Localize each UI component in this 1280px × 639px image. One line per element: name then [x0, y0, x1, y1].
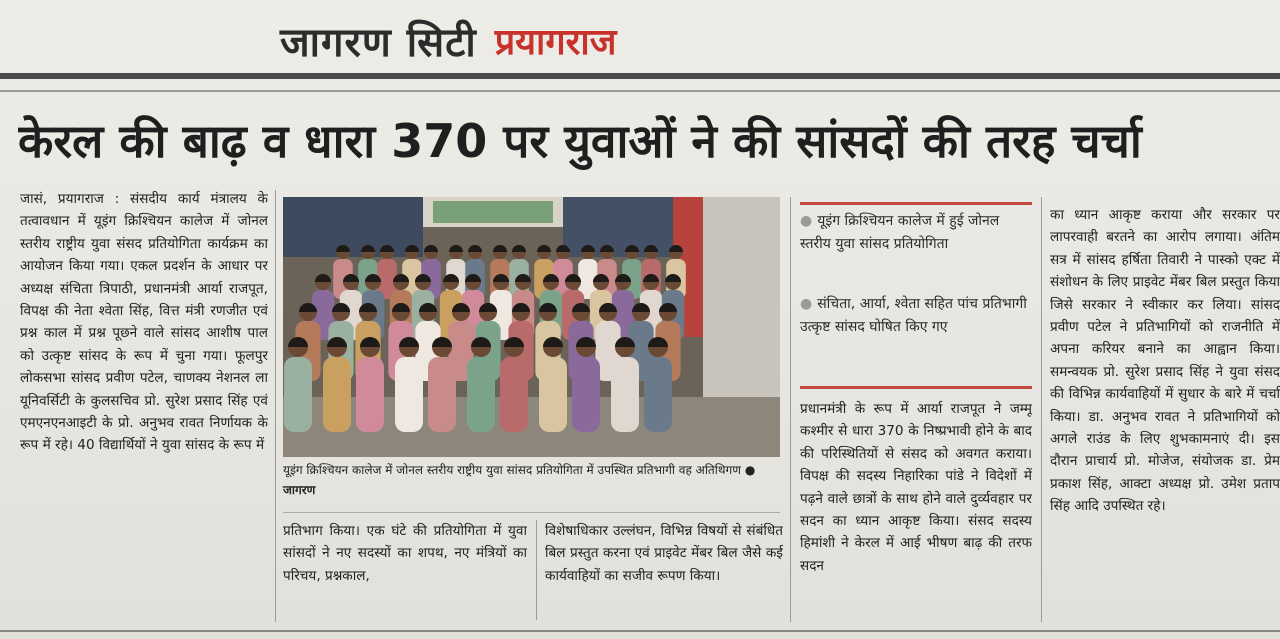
- bottom-rule: [0, 630, 1280, 632]
- column-divider: [790, 197, 791, 622]
- highlight-rule-top: [800, 202, 1032, 205]
- caption-rule: [283, 512, 780, 513]
- article-column-4: [800, 398, 1032, 622]
- masthead-rule-thin: [0, 90, 1280, 92]
- masthead-city: प्रयागराज: [494, 22, 617, 63]
- person-body: [428, 357, 456, 432]
- person-body: [572, 357, 600, 432]
- person-body: [323, 357, 351, 432]
- photo-caption: [283, 460, 780, 508]
- photo-credit: ● जागरण: [283, 463, 756, 497]
- highlight-1: [800, 210, 1032, 256]
- person-body: [395, 357, 423, 432]
- person-body: [284, 357, 312, 432]
- person-body: [611, 357, 639, 432]
- article-text-col5: का ध्यान आकृष्ट कराया और सरकार पर लापरवाही बरतने का आरोप लगाया। अंतिम सत्र में सांसद हर्षिता तिवारी ने पास्को एक्ट में संशोधन के लिए प्राइवेट मेंबर बिल प्रस्तुत किया जिसे सरकार ने स्वीकार कर लिया। सांसद प्रवीण पटेल ने प्रतिभागियों को राजनीति में अपना करियर बनाने का आह्वान किया। समन्वयक प्रो. सुरेश प्रसाद सिंह ने युवा संसद की विभिन्न कार्यवाहियों में सुधार के बारे में चर्चा किया। डा. अनुभव रावत ने प्रतिभागियों को अगले राउंड के लिए शुभकामनाएं दी। इस दौरान प्राचार्य प्रो. मोजेज, संयोजक डा. प्रेम प्रकाश सिंह, आक्टा अध्यक्ष प्रो. उमेश प्रताप सिंह आदि उपस्थित रहे।: [1050, 207, 1280, 515]
- person-body: [539, 357, 567, 432]
- highlight-rule-bottom: [800, 386, 1032, 389]
- person-body: [467, 357, 495, 432]
- person-body: [644, 357, 672, 432]
- masthead: [280, 10, 616, 72]
- article-text-col2: प्रतिभाग किया। एक घंटे की प्रतियोगिता में युवा सांसदों ने नए सदस्यों का शपथ, नए मंत्रियों का परिचय, प्रश्नकाल,: [283, 523, 527, 584]
- article-column-5: [1050, 204, 1280, 622]
- photo-caption-text: यूइंग क्रिश्चियन कालेज में जोनल स्तरीय राष्ट्रीय युवा सांसद प्रतियोगिता में उपस्थित प्रतिभागी वह अतिथिगण: [283, 463, 741, 477]
- article-text-col4: प्रधानमंत्री के रूप में आर्या राजपूत ने जम्मू कश्मीर से धारा 370 के निष्प्रभावी होने के बाद की परिस्थितियों से संसद को अवगत कराया। विपक्ष की सदस्य निहारिका पांडे ने विदेशों में पढ़ने वाले छात्रों के साथ होने वाले दुर्व्यवहार पर सदन का ध्यान आकृष्ट किया। संसद सदस्य हिमांशी ने केरल में आई भीषण बाढ़ की तरफ सदन: [800, 401, 1032, 574]
- article-text-col3: विशेषाधिकार उल्लंघन, विभिन्न विषयों से संबंधित बिल प्रस्तुत करना एवं प्राइवेट मेंबर बिल जैसे कई कार्यवाहियों का सजीव रूपण किया।: [545, 523, 783, 584]
- column-divider: [536, 520, 537, 620]
- article-text-col1: जासं, प्रयागराज : संसदीय कार्य मंत्रालय के तत्वावधान में यूइंग क्रिश्चियन कालेज में जोनल स्तरीय राष्ट्रीय युवा संसद प्रतियोगिता कार्यक्रम का आयोजन किया गया। एकल प्रदर्शन के आधार पर अध्यक्ष संचिता त्रिपाठी, प्रधानमंत्री आर्या राजपूत, विपक्ष की नेता श्वेता सिंह, वित्त मंत्री रणजीत एवं प्रश्न काल में प्रश्न पूछने वाले सांसद आशीष पाल को उत्कृष्ट सांसद के रूप में चुना गया। फूलपुर लोकसभा सांसद प्रवीण पटेल, चाणक्य नेशनल ला यूनिवर्सिटी के कुलसचिव प्रो. सुरेश प्रसाद सिंह एवं एमएनएनआइटी के प्रो. अनुभव रावत निर्णायक के रूप में रहे। 40 विद्यार्थियों ने युवा सांसद के रूप में: [20, 191, 268, 454]
- article-column-2: [283, 520, 527, 620]
- person-body: [500, 357, 528, 432]
- article-column-3: [545, 520, 783, 620]
- masthead-brand: जागरण सिटी: [280, 20, 477, 66]
- highlight-1-text: यूइंग क्रिश्चियन कालेज में हुई जोनल स्तरीय युवा सांसद प्रतियोगिता: [800, 213, 1000, 252]
- bullet-icon: ●: [800, 213, 813, 229]
- masthead-rule: [0, 73, 1280, 79]
- column-divider: [275, 190, 276, 622]
- headline: केरल की बाढ़ व धारा 370 पर युवाओं ने की सांसदों की तरह चर्चा: [18, 114, 1142, 168]
- column-divider: [1041, 197, 1042, 622]
- highlight-2: [800, 293, 1032, 339]
- bullet-icon: ●: [800, 296, 813, 312]
- person-body: [356, 357, 384, 432]
- article-column-1: [20, 188, 268, 624]
- highlight-2-text: संचिता, आर्या, श्वेता सहित पांच प्रतिभागी उत्कृष्ट सांसद घोषित किए गए: [800, 296, 1027, 335]
- group-photo: [283, 197, 780, 457]
